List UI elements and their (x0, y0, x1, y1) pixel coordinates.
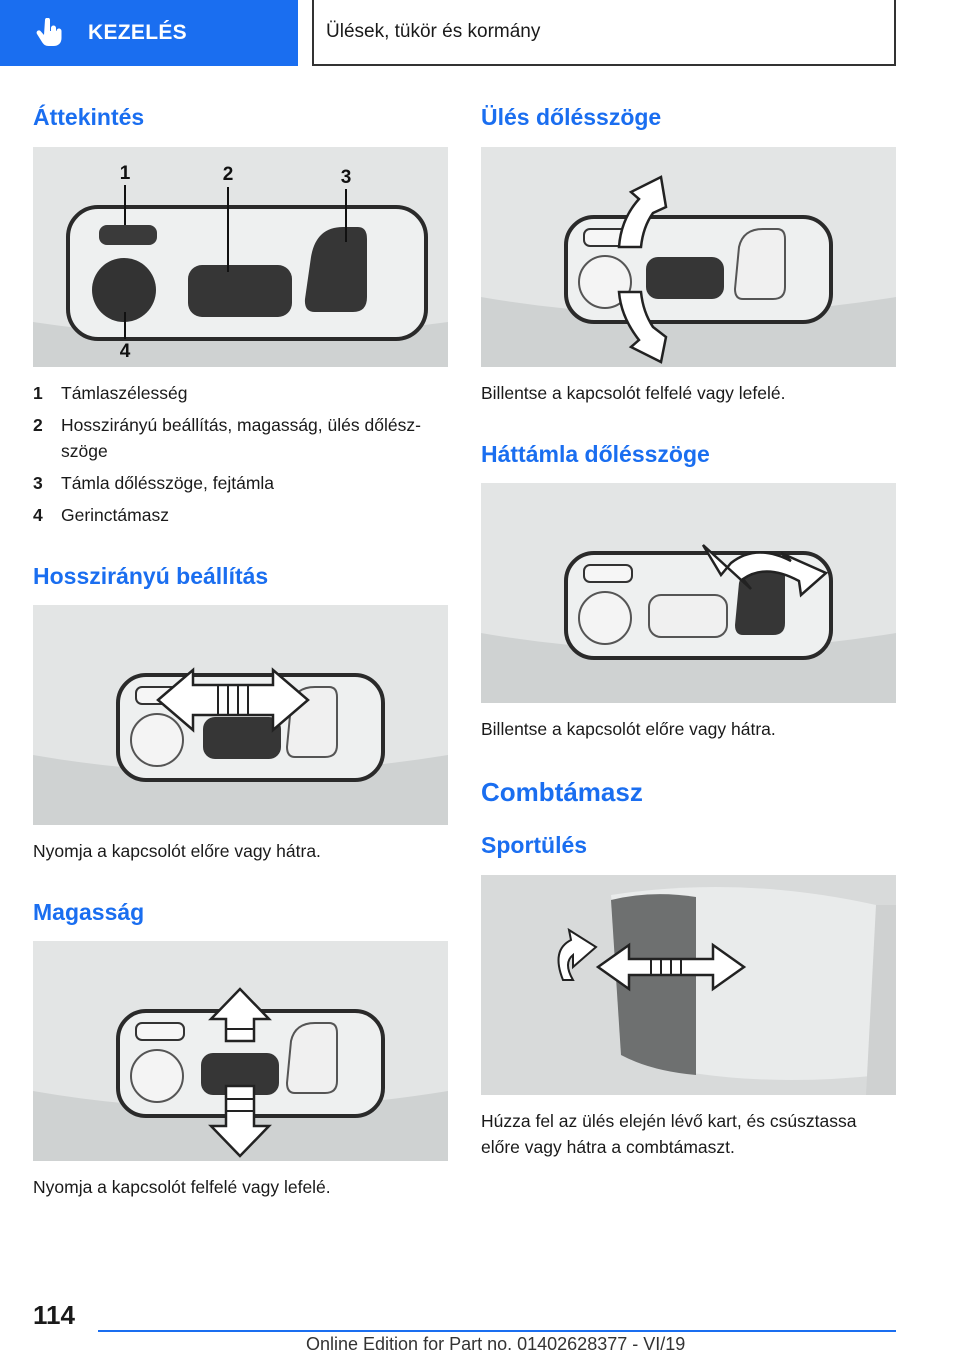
seat-control-overview-illustration (33, 147, 448, 367)
legend-item (33, 380, 453, 406)
heading-overview: Áttekintés (33, 104, 145, 130)
figure-height (33, 941, 448, 1161)
legend-text: Támlaszélesség (61, 383, 188, 403)
section-tab (0, 0, 298, 66)
footer-divider (98, 1330, 896, 1332)
caption-backrest-tilt: Billentse a kapcsolót előre vagy hátra. (481, 719, 776, 739)
caption-height: Nyomja a kapcsolót felfelé vagy lefelé. (33, 1177, 331, 1197)
backrest-tilt-illustration (481, 483, 896, 703)
legend-item (33, 470, 453, 496)
legend-num: 1 (33, 383, 43, 403)
figure-overview (33, 147, 448, 367)
callout-3: 3 (340, 167, 352, 188)
hand-pointer-icon (36, 18, 62, 48)
heading-longitudinal: Hosszirányú beállítás (33, 563, 269, 589)
chapter-title: Ülések, tükör és kormány (326, 21, 541, 42)
heading-thigh-support: Combtámasz (481, 777, 643, 807)
caption-seat-tilt: Billentse a kapcsolót felfelé vagy lefelé. (481, 383, 786, 403)
heading-backrest-tilt: Háttámla dőlésszöge (481, 441, 710, 467)
legend-num: 2 (33, 415, 43, 435)
callout-2: 2 (222, 164, 234, 185)
caption-thigh-support: Húzza fel az ülés elején lévő kart, és csúsztassa előre vagy hátra a combtámaszt. (481, 1111, 857, 1157)
chapter-header (312, 0, 896, 66)
legend-item (33, 502, 453, 528)
figure-longitudinal (33, 605, 448, 825)
legend-num: 3 (33, 473, 43, 493)
legend-text: Hosszirányú beállítás, magasság, ülés dőlész-szöge (61, 415, 421, 461)
subheading-sport-seat: Sportülés (481, 832, 588, 858)
legend-text: Gerinctámasz (61, 505, 169, 525)
heading-seat-tilt: Ülés dőlésszöge (481, 104, 662, 130)
legend-text: Támla dőlésszöge, fejtámla (61, 473, 275, 493)
height-adjust-illustration (33, 941, 448, 1161)
section-label: KEZELÉS (88, 21, 187, 44)
longitudinal-adjust-illustration (33, 605, 448, 825)
thigh-support-illustration (481, 875, 896, 1095)
callout-4: 4 (119, 341, 131, 362)
caption-longitudinal: Nyomja a kapcsolót előre vagy hátra. (33, 841, 321, 861)
legend-item (33, 412, 453, 464)
figure-thigh-support (481, 875, 896, 1095)
figure-backrest-tilt (481, 483, 896, 703)
page-number: 114 (33, 1300, 75, 1330)
overview-legend (33, 380, 453, 534)
footer-edition: Online Edition for Part no. 01402628377 - VI/19 (306, 1334, 686, 1354)
callout-1: 1 (119, 163, 131, 184)
seat-tilt-illustration (481, 147, 896, 367)
legend-num: 4 (33, 505, 43, 525)
figure-seat-tilt (481, 147, 896, 367)
heading-height: Magasság (33, 899, 145, 925)
